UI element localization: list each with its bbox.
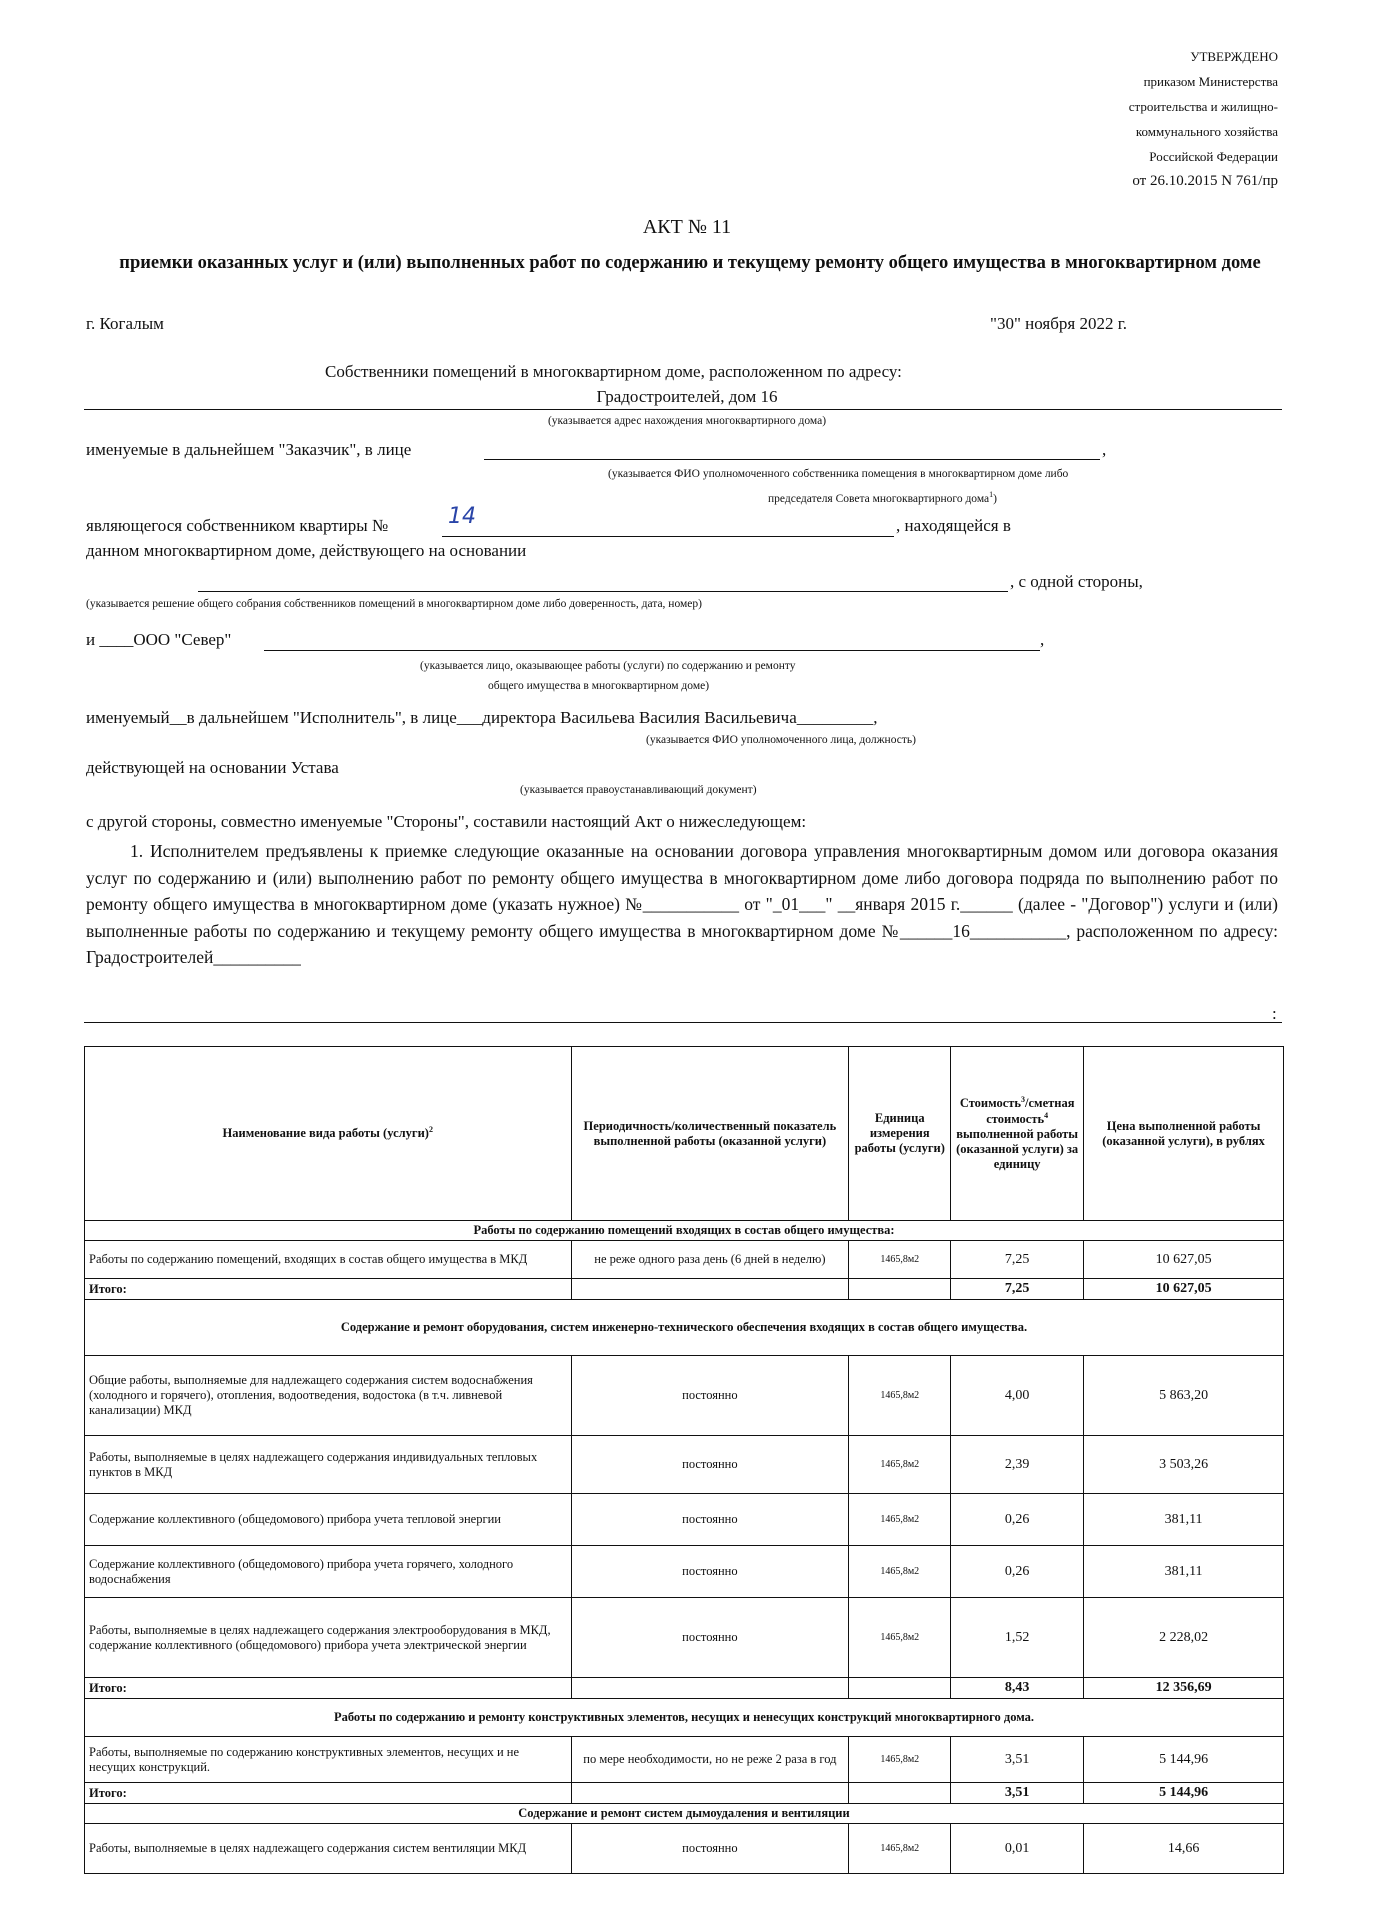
work-name: Работы, выполняемые в целях надлежащего содержания электрооборудования в МКД, содержание коллективного (общедомового) прибора учета электрической энергии — [85, 1598, 572, 1678]
decision-caption: (указывается решение общего собрания собственников помещений в многоквартирном доме либо доверенность, дата, номер) — [86, 598, 702, 610]
cost: 0,01 — [951, 1824, 1084, 1874]
work-name: Работы, выполняемые по содержанию конструктивных элементов, несущих и не несущих конструкций. — [85, 1737, 572, 1783]
act-date: "30" ноября 2022 г. — [990, 314, 1127, 333]
cost: 1,52 — [951, 1598, 1084, 1678]
contractor-name: и ____ООО "Север" — [86, 630, 232, 649]
price: 2 228,02 — [1084, 1598, 1284, 1678]
address-underline — [84, 409, 1282, 410]
customer-text: именуемые в дальнейшем "Заказчик", в лице — [86, 440, 412, 459]
header-unit: Единица измерения работы (услуги) — [849, 1047, 951, 1221]
section-title: Работы по содержанию помещений входящих в состав общего имущества: — [85, 1221, 1284, 1241]
unit: 1465,8м2 — [849, 1546, 951, 1598]
section-title: Содержание и ремонт оборудования, систем инженерно-технического обеспечения входящих в состав общего имущества. — [85, 1300, 1284, 1356]
table-row — [85, 1356, 1284, 1436]
section-row — [85, 1300, 1284, 1356]
unit: 1465,8м2 — [849, 1598, 951, 1678]
customer-caption-2: председателя Совета многоквартирного дома$^1$) — [768, 490, 997, 505]
cost: 0,26 — [951, 1494, 1084, 1546]
table-row — [85, 1546, 1284, 1598]
cost: 4,00 — [951, 1356, 1084, 1436]
unit: 1465,8м2 — [849, 1356, 951, 1436]
unit: 1465,8м2 — [849, 1241, 951, 1279]
section-row — [85, 1699, 1284, 1737]
price: 3 503,26 — [1084, 1436, 1284, 1494]
work-name: Содержание коллективного (общедомового) прибора учета тепловой энергии — [85, 1494, 572, 1546]
price: 381,11 — [1084, 1546, 1284, 1598]
empty-cell — [571, 1678, 849, 1699]
empty-cell — [571, 1783, 849, 1804]
total-price: 5 144,96 — [1084, 1783, 1284, 1804]
header-cost: Стоимость$^3$/сметная стоимость$^4$ выполненной работы (оказанной услуги) за единицу — [951, 1047, 1084, 1221]
contractor-underline — [264, 650, 1040, 651]
contractor-caption: (указывается лицо, оказывающее работы (услуги) по содержанию и ремонту — [420, 660, 796, 672]
approval-line: УТВЕРЖДЕНО — [1190, 49, 1278, 64]
approval-line: коммунального хозяйства — [1135, 124, 1278, 139]
unit: 1465,8м2 — [849, 1436, 951, 1494]
colon: : — [1272, 1004, 1277, 1023]
total-label: Итого: — [85, 1678, 572, 1699]
total-cost: 3,51 — [951, 1783, 1084, 1804]
basis-underline — [198, 591, 1008, 592]
cost: 0,26 — [951, 1546, 1084, 1598]
total-row — [85, 1783, 1284, 1804]
one-side: , с одной стороны, — [1010, 572, 1143, 591]
section-row — [85, 1221, 1284, 1241]
periodicity: постоянно — [571, 1356, 849, 1436]
periodicity: постоянно — [571, 1824, 849, 1874]
address-caption: (указывается адрес нахождения многоквартирного дома) — [547, 415, 827, 427]
table-row — [85, 1494, 1284, 1546]
contractor-end: , — [1040, 630, 1045, 649]
section-row — [85, 1804, 1284, 1824]
services-table — [84, 1046, 1284, 1874]
other-side: с другой стороны, совместно именуемые "Стороны", составили настоящий Акт о нижеследующем: — [86, 812, 807, 831]
approval-line: от 26.10.2015 N 761/пр — [1132, 173, 1278, 189]
customer-end: , — [1102, 440, 1107, 459]
empty-cell — [849, 1678, 951, 1699]
owner-prefix: являющегося собственником квартиры № — [86, 516, 389, 535]
apartment-underline — [442, 536, 894, 537]
periodicity: постоянно — [571, 1598, 849, 1678]
act-subtitle: приемки оказанных услуг и (или) выполненных работ по содержанию и текущему ремонту общего имущества в многоквартирном доме — [119, 253, 1261, 273]
table-row — [85, 1241, 1284, 1279]
cost: 2,39 — [951, 1436, 1084, 1494]
periodicity: по мере необходимости, но не реже 2 раза в год — [571, 1737, 849, 1783]
header-periodicity: Периодичность/количественный показатель выполненной работы (оказанной услуги) — [571, 1047, 849, 1221]
owner-suffix: , находящейся в — [896, 516, 1011, 535]
apartment-number-handwritten: 14 — [448, 504, 476, 529]
customer-underline — [484, 459, 1100, 460]
work-name: Работы, выполняемые в целях надлежащего содержания индивидуальных тепловых пунктов в МКД — [85, 1436, 572, 1494]
periodicity: постоянно — [571, 1494, 849, 1546]
price: 381,11 — [1084, 1494, 1284, 1546]
header-price: Цена выполненной работы (оказанной услуги), в рублях — [1084, 1047, 1284, 1221]
owners-line: Собственники помещений в многоквартирном доме, расположенном по адресу: — [325, 362, 902, 381]
price: 5 144,96 — [1084, 1737, 1284, 1783]
customer-caption: (указывается ФИО уполномоченного собственника помещения в многоквартирном доме либо — [608, 468, 1069, 480]
total-row — [85, 1678, 1284, 1699]
work-name: Работы по содержанию помещений, входящих в состав общего имущества в МКД — [85, 1241, 572, 1279]
price: 10 627,05 — [1084, 1241, 1284, 1279]
table-row — [85, 1436, 1284, 1494]
empty-cell — [571, 1279, 849, 1300]
periodicity: не реже одного раза день (6 дней в неделю) — [571, 1241, 849, 1279]
basis-caption: (указывается правоустанавливающий документ) — [520, 784, 757, 796]
approval-block — [1018, 44, 1278, 194]
section-title: Работы по содержанию и ремонту конструктивных элементов, несущих и ненесущих конструкций многоквартирного дома. — [85, 1699, 1284, 1737]
total-label: Итого: — [85, 1783, 572, 1804]
periodicity: постоянно — [571, 1546, 849, 1598]
table-row — [85, 1737, 1284, 1783]
executor-caption: (указывается ФИО уполномоченного лица, должность) — [646, 734, 916, 746]
empty-cell — [849, 1279, 951, 1300]
work-name: Содержание коллективного (общедомового) прибора учета горячего, холодного водоснабжения — [85, 1546, 572, 1598]
total-label: Итого: — [85, 1279, 572, 1300]
unit: 1465,8м2 — [849, 1494, 951, 1546]
work-name: Работы, выполняемые в целях надлежащего содержания систем вентиляции МКД — [85, 1824, 572, 1874]
contractor-caption-2: общего имущества в многоквартирном доме) — [488, 680, 710, 692]
city: г. Когалым — [86, 314, 164, 333]
table-header-row — [85, 1047, 1284, 1221]
total-price: 10 627,05 — [1084, 1279, 1284, 1300]
total-row — [85, 1279, 1284, 1300]
work-name: Общие работы, выполняемые для надлежащего содержания систем водоснабжения (холодного и горячего), отопления, водоотведения, водостока (в т.ч. ливневой канализации) МКД — [85, 1356, 572, 1436]
approval-line: строительства и жилищно- — [1128, 99, 1278, 114]
header-name: Наименование вида работы (услуги)$^2$ — [85, 1047, 572, 1221]
periodicity: постоянно — [571, 1436, 849, 1494]
total-cost: 8,43 — [951, 1678, 1084, 1699]
empty-cell — [849, 1783, 951, 1804]
act-number: АКТ № 11 — [642, 216, 732, 238]
basis-text: действующей на основании Устава — [86, 758, 339, 777]
total-cost: 7,25 — [951, 1279, 1084, 1300]
owner-line-2: данном многоквартирном доме, действующего на основании — [86, 541, 527, 560]
cost: 3,51 — [951, 1737, 1084, 1783]
table-row — [85, 1824, 1284, 1874]
section-title: Содержание и ремонт систем дымоудаления и вентиляции — [85, 1804, 1284, 1824]
unit: 1465,8м2 — [849, 1737, 951, 1783]
price: 14,66 — [1084, 1824, 1284, 1874]
table-row — [85, 1598, 1284, 1678]
clause-1: 1. Исполнителем предъявлены к приемке следующие оказанные на основании договора управления многоквартирным домом или договора оказания услуг по содержанию и (или) выполнению работ по ремонту общего имущества в многоквартирном доме либо договора подряда по выполнению работ по ремонту общего имущества в многоквартирном доме (указать нужное) №___________ от "_01___" __января 2015 г.______ (далее - "Договор") услуги и (или) выполненные работы по содержанию и текущему ремонту общего имущества в многоквартирном доме №______16___________, расположенном по адресу: Градостроителей__________ — [86, 841, 1278, 967]
approval-line: приказом Министерства — [1143, 74, 1278, 89]
price: 5 863,20 — [1084, 1356, 1284, 1436]
unit: 1465,8м2 — [849, 1824, 951, 1874]
total-price: 12 356,69 — [1084, 1678, 1284, 1699]
executor-text: именуемый__в дальнейшем "Исполнитель", в лице___директора Васильева Василия Васильевича_________, — [86, 708, 878, 727]
approval-line: Российской Федерации — [1149, 149, 1278, 164]
cost: 7,25 — [951, 1241, 1084, 1279]
clause-underline — [84, 1022, 1282, 1023]
building-address: Градостроителей, дом 16 — [596, 387, 778, 406]
